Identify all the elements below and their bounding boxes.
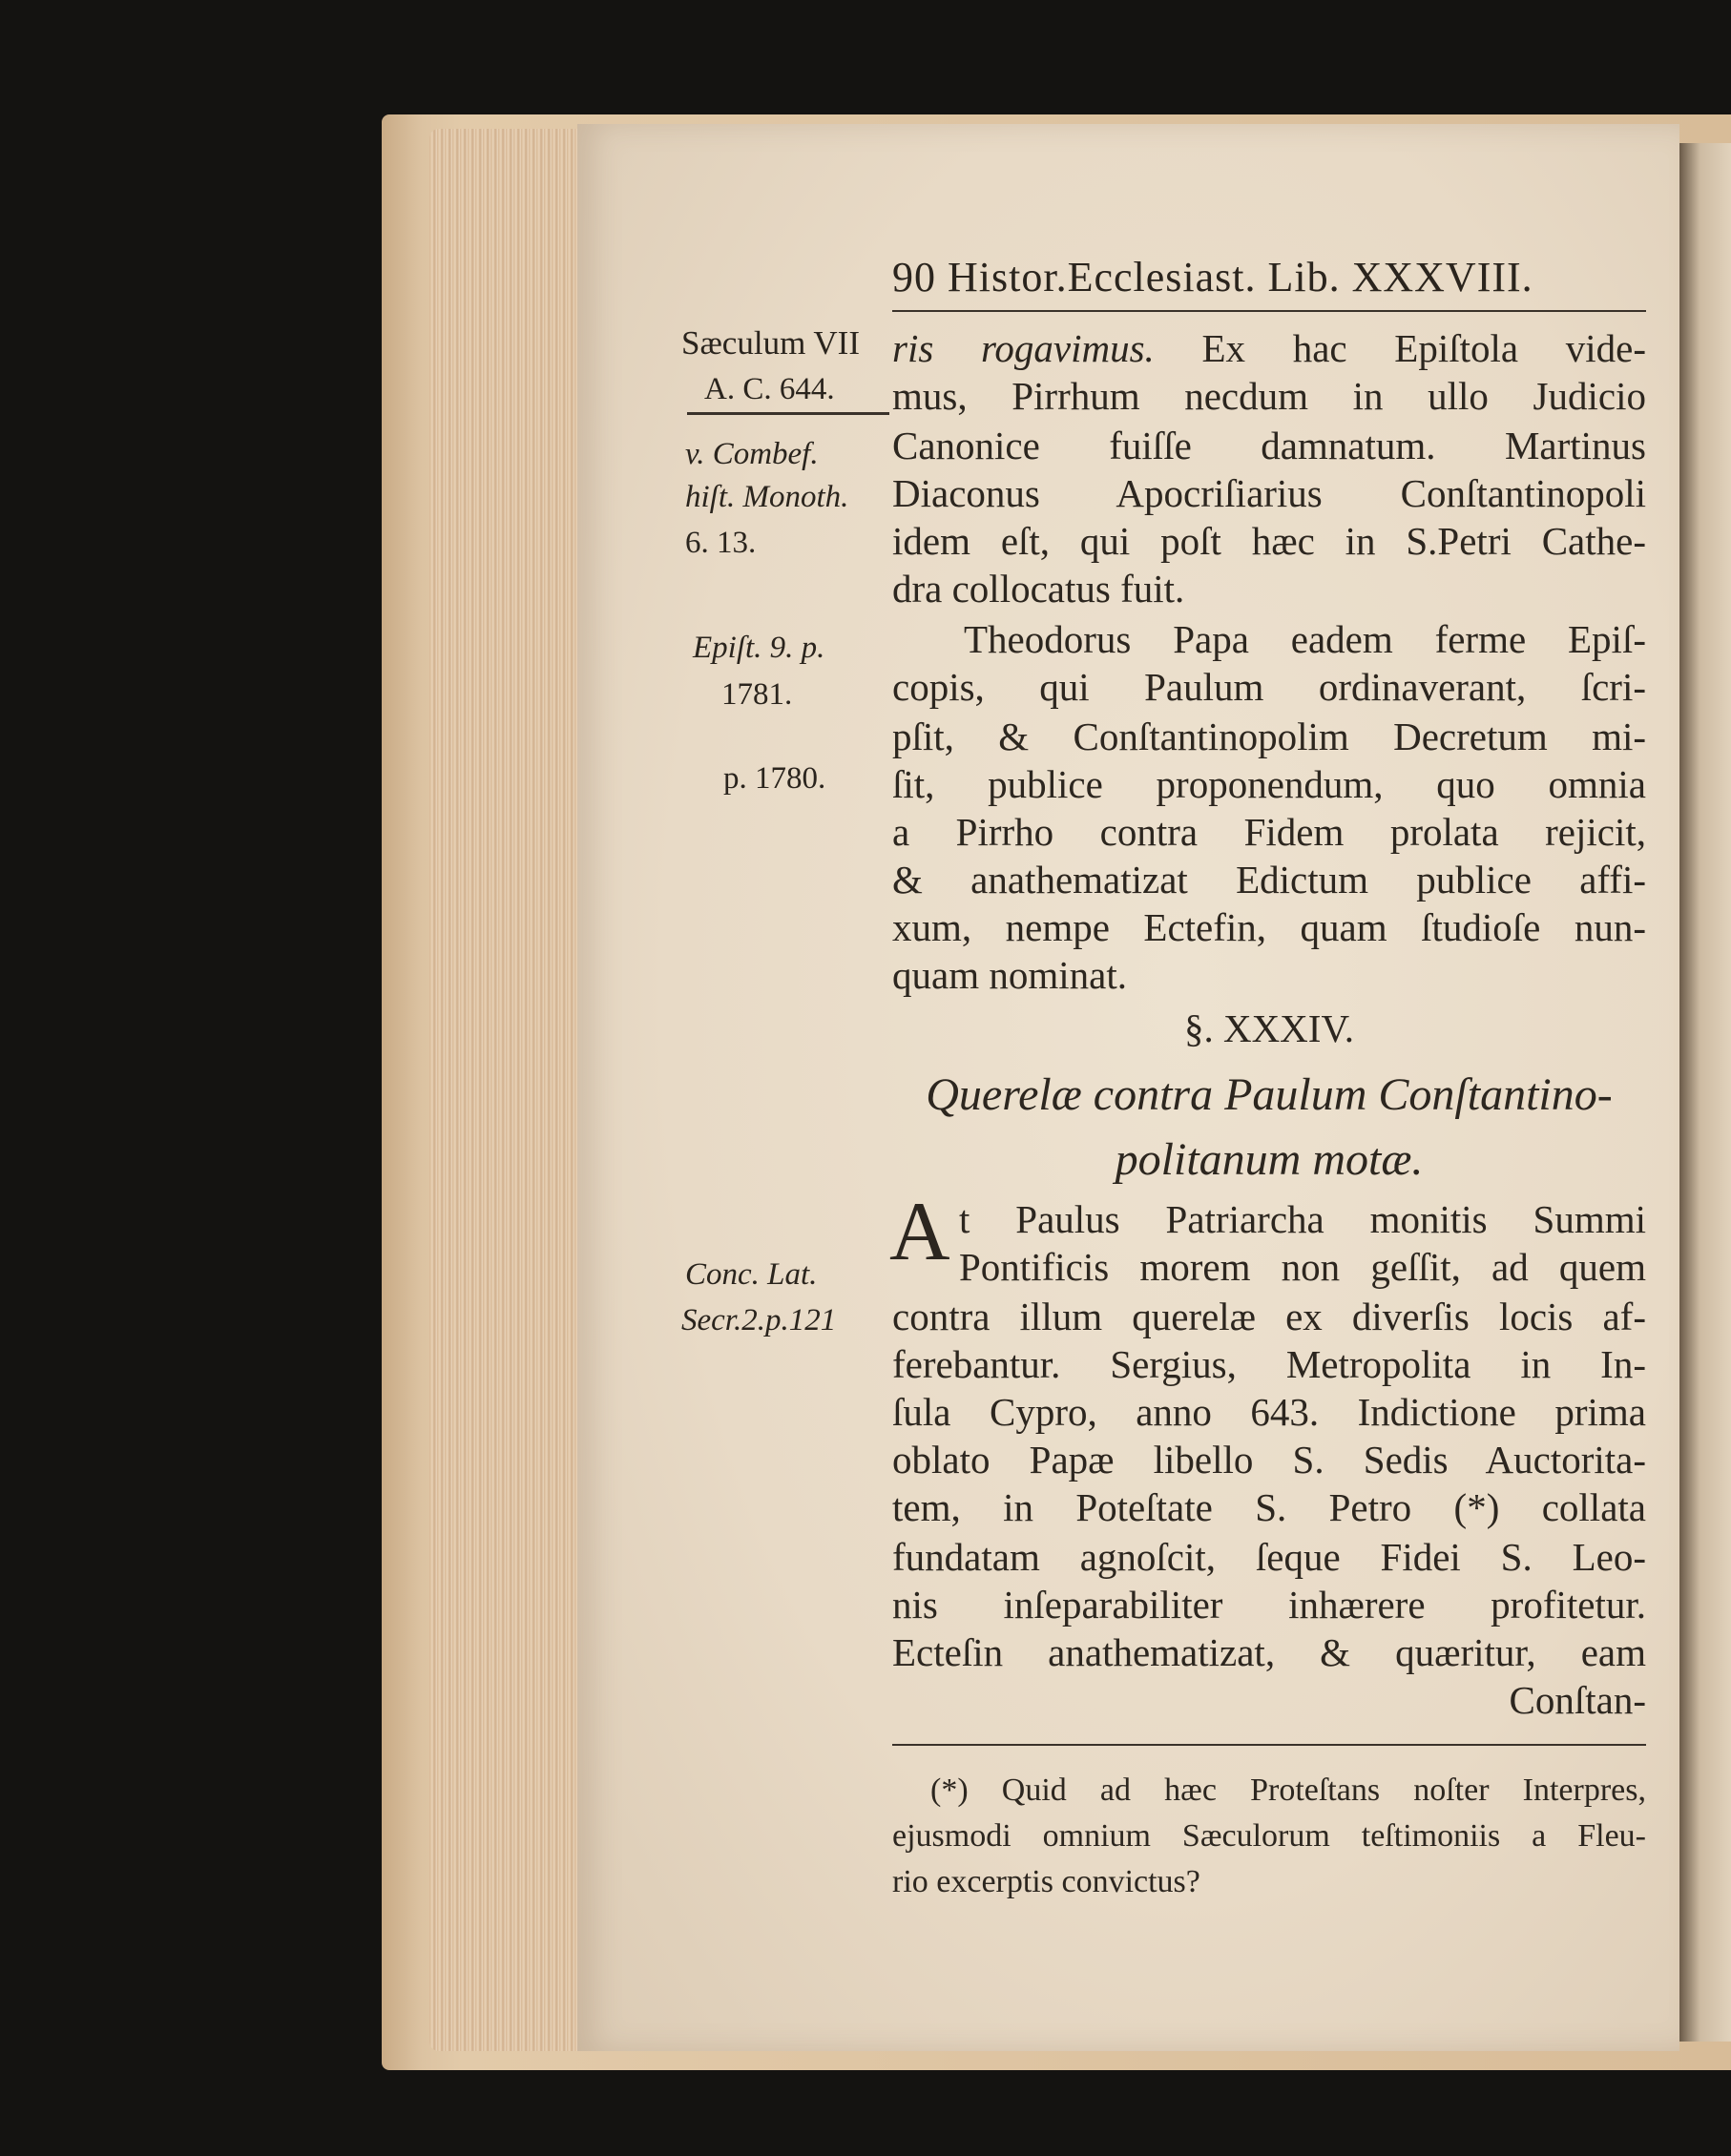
body-p2-line-10: Ecteſin anathematizat, & quæritur, eam (892, 1630, 1646, 1674)
body-line-3: Canonice fuiſſe damnatum. Martinus (892, 424, 1646, 467)
margin-conc-1: Conc. Lat. (685, 1257, 818, 1292)
footnote-line-3: rio excerptis convictus? (892, 1864, 1200, 1899)
body-p2-line-9: nis inſeparabiliter inhærere profitetur. (892, 1583, 1646, 1627)
section-number: §. XXXIV. (1183, 1006, 1355, 1050)
section-heading-1: Querelæ contra Paulum Conſtantino- (926, 1069, 1613, 1120)
body-p2-line-3: contra illum querelæ ex diverſis locis af- (892, 1295, 1646, 1338)
body-line-1-rest: Ex hac Epiſtola vide- (1201, 326, 1646, 370)
body-p2-line-7: tem, in Poteſtate S. Petro (*) collata (892, 1485, 1646, 1529)
footnote-rule (892, 1744, 1646, 1746)
margin-rule (687, 412, 889, 415)
body-line-1 (892, 326, 1646, 370)
footnote-line-2: ejusmodi omnium Sæculorum teſtimoniis a Fleu- (892, 1818, 1646, 1854)
margin-saeculum: Sæculum VII (681, 324, 860, 362)
book-gutter (1679, 143, 1731, 2042)
body-line-10: ſit, publice proponendum, quo omnia (892, 762, 1646, 806)
running-head: 90 Histor.Ecclesiast. Lib. XXXVIII. (892, 254, 1533, 301)
body-line-5: idem eſt, qui poſt hæc in S.Petri Cathe- (892, 519, 1646, 563)
body-line-2: mus, Pirrhum necdum in ullo Judicio (892, 374, 1646, 418)
margin-combef-1: v. Combef. (685, 437, 819, 471)
body-p2-line-6: oblato Papæ libello S. Sedis Auctorita- (892, 1438, 1646, 1482)
body-p2-line-4: ferebantur. Sergius, Metropolita in In- (892, 1342, 1646, 1386)
drop-cap: A (889, 1186, 950, 1278)
margin-anno-christi: A. C. 644. (704, 372, 835, 406)
catchword: Conſtan- (1509, 1678, 1646, 1722)
margin-epist-1: Epiſt. 9. p. (693, 631, 825, 665)
body-line-11: a Pirrho contra Fidem prolata rejicit, (892, 810, 1646, 854)
margin-conc-2: Secr.2.p.121 (681, 1303, 837, 1337)
body-line-12: & anathematizat Edictum publice affi- (892, 858, 1646, 902)
page-edges (429, 129, 592, 2051)
body-p2-line-2: Pontificis morem non geſſit, ad quem (959, 1245, 1646, 1289)
section-heading-2: politanum motæ. (1115, 1134, 1424, 1185)
body-p2-line-5: ſula Cypro, anno 643. Indictione prima (892, 1390, 1646, 1434)
body-line-9: pſit, & Conſtantinopolim Decretum mi- (892, 715, 1646, 758)
body-p2-line-8: fundatam agnoſcit, ſeque Fidei S. Leo- (892, 1535, 1646, 1579)
body-line-7: Theodorus Papa eadem ferme Epiſ- (964, 617, 1646, 661)
body-line-14: quam nominat. (892, 953, 1127, 997)
body-line-8: copis, qui Paulum ordinaverant, ſcri- (892, 665, 1646, 709)
footnote-line-1: (*) Quid ad hæc Proteſtans noſter Interpres, (930, 1772, 1646, 1808)
margin-epist-2: 1781. (721, 677, 793, 712)
header-rule (892, 310, 1646, 312)
body-line-6: dra collocatus fuit. (892, 567, 1185, 611)
body-line-13: xum, nempe Ectefin, quam ſtudioſe nun- (892, 905, 1646, 949)
margin-combef-3: 6. 13. (685, 526, 757, 560)
body-line-1-italic: ris rogavimus. (892, 326, 1155, 370)
margin-p1780: p. 1780. (723, 761, 826, 796)
body-line-4: Diaconus Apocriſiarius Conſtantinopoli (892, 471, 1646, 515)
body-p2-line-1: t Paulus Patriarcha monitis Summi (959, 1197, 1646, 1241)
margin-combef-2: hiſt. Monoth. (685, 480, 849, 514)
